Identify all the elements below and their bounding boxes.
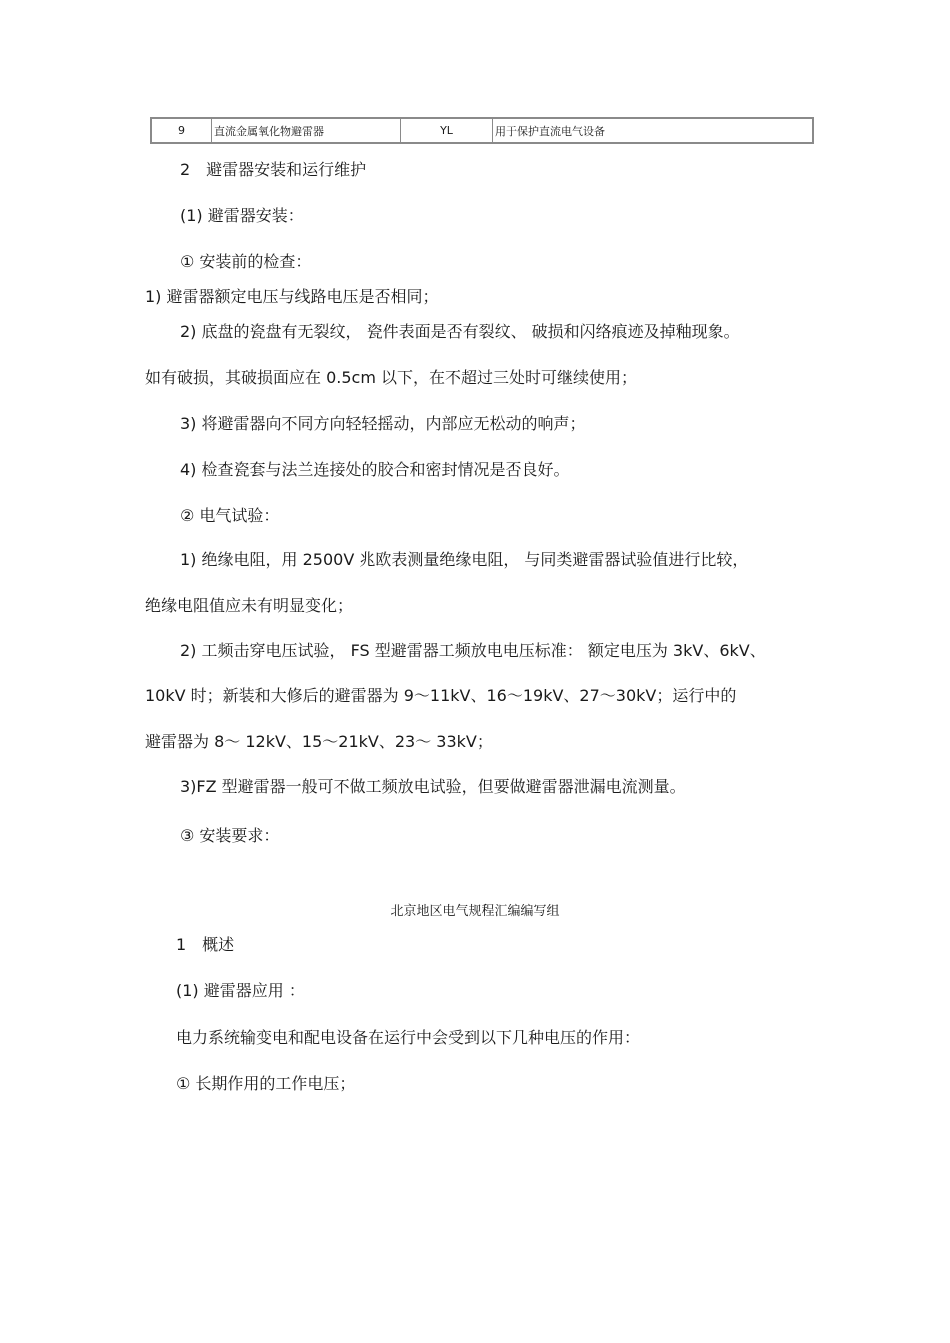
table-cell-name: 直流金属氧化物避雷器 bbox=[212, 119, 401, 142]
paragraph-line: 2) 工频击穿电压试验， FS 型避雷器工频放电电压标准： 额定电压为 3kV、6kV、 bbox=[180, 641, 766, 660]
section-heading: 2 避雷器安装和运行维护 bbox=[180, 160, 367, 179]
subsection-heading: (1) 避雷器安装： bbox=[180, 206, 304, 225]
list-item: ① 长期作用的工作电压； bbox=[176, 1074, 356, 1093]
subsection-heading: (1) 避雷器应用 ： bbox=[176, 981, 305, 1000]
table-cell-number: 9 bbox=[152, 119, 212, 142]
table-cell-usage: 用于保护直流电气设备 bbox=[495, 124, 605, 138]
paragraph-line: 3)FZ 型避雷器一般可不做工频放电试验，但要做避雷器泄漏电流测量。 bbox=[180, 777, 686, 796]
paragraph-line: 1) 绝缘电阻，用 2500V 兆欧表测量绝缘电阻， 与同类避雷器试验值进行比较， bbox=[180, 550, 749, 569]
paragraph-line: 1) 避雷器额定电压与线路电压是否相同； bbox=[145, 287, 439, 306]
paragraph-line: 2) 底盘的瓷盘有无裂纹， 瓷件表面是否有裂纹、 破损和闪络痕迹及掉釉现象。 bbox=[180, 322, 740, 341]
list-heading: ① 安装前的检查： bbox=[180, 252, 312, 271]
table-cell-code: YL bbox=[401, 119, 493, 142]
paragraph-line: 10kV 时；新装和大修后的避雷器为 9～11kV、16～19kV、27～30kV；运行中的 bbox=[145, 686, 737, 705]
page-footer: 北京地区电气规程汇编编写组 bbox=[390, 904, 560, 919]
paragraph-line: 避雷器为 8～ 12kV、15～21kV、23～ 33kV； bbox=[145, 732, 493, 751]
table-row bbox=[150, 117, 814, 144]
list-heading: ③ 安装要求： bbox=[180, 826, 280, 845]
list-heading: ② 电气试验： bbox=[180, 506, 280, 525]
paragraph-line: 3) 将避雷器向不同方向轻轻摇动，内部应无松动的响声； bbox=[180, 414, 586, 433]
paragraph-line: 4) 检查瓷套与法兰连接处的胶合和密封情况是否良好。 bbox=[180, 460, 570, 479]
paragraph-line: 电力系统输变电和配电设备在运行中会受到以下几种电压的作用： bbox=[176, 1028, 641, 1047]
section-heading: 1 概述 bbox=[176, 935, 235, 954]
paragraph-line: 绝缘电阻值应未有明显变化； bbox=[145, 596, 354, 615]
paragraph-line: 如有破损，其破损面应在 0.5cm 以下，在不超过三处时可继续使用； bbox=[145, 368, 638, 387]
